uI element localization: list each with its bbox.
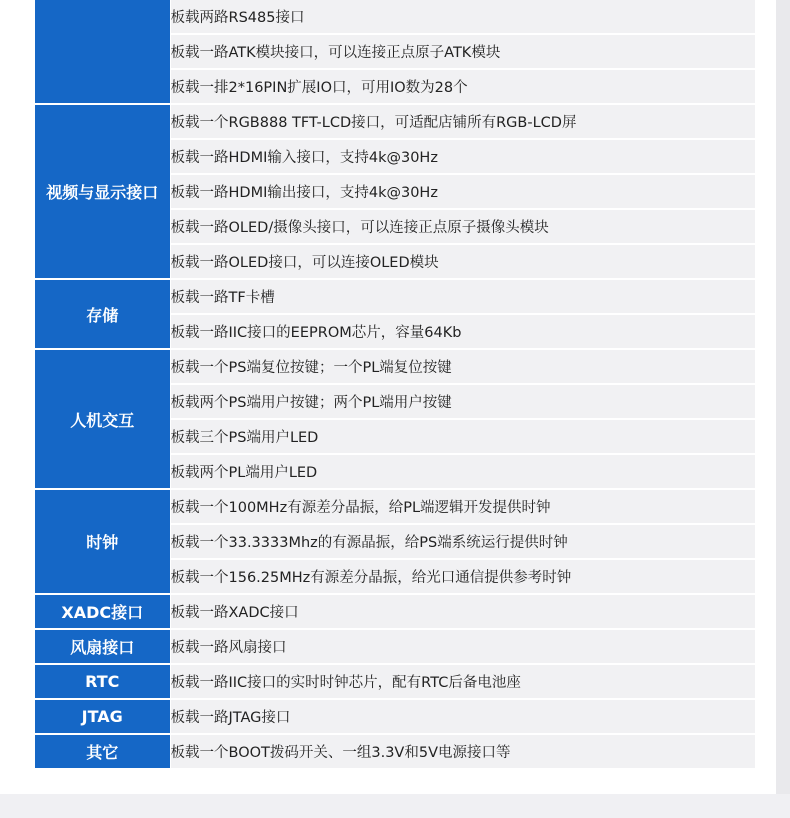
spec-table-body [35, 0, 755, 769]
feature-cell: 板载一个RGB888 TFT-LCD接口，可适配店铺所有RGB-LCD屏 [170, 104, 755, 139]
table-row [35, 349, 755, 384]
feature-cell: 板载一路TF卡槽 [170, 279, 755, 314]
table-row [35, 594, 755, 629]
feature-cell: 板载两个PS端用户按键；两个PL端用户按键 [170, 384, 755, 419]
category-cell: 视频与显示接口 [35, 104, 170, 279]
feature-cell: 板载一个156.25MHz有源差分晶振，给光口通信提供参考时钟 [170, 559, 755, 594]
category-cell: JTAG [35, 699, 170, 734]
spec-table [35, 0, 755, 770]
category-cell: 其它 [35, 734, 170, 769]
feature-cell: 板载两路RS485接口 [170, 0, 755, 34]
category-cell [35, 0, 170, 104]
feature-cell: 板载一路OLED/摄像头接口，可以连接正点原子摄像头模块 [170, 209, 755, 244]
category-cell: RTC [35, 664, 170, 699]
table-row [35, 279, 755, 314]
feature-cell: 板载一路XADC接口 [170, 594, 755, 629]
feature-cell: 板载一路HDMI输入接口，支持4k@30Hz [170, 139, 755, 174]
bottom-margin-bar [0, 794, 790, 818]
feature-cell: 板载一个33.3333Mhz的有源晶振，给PS端系统运行提供时钟 [170, 524, 755, 559]
feature-cell: 板载一个BOOT拨码开关、一组3.3V和5V电源接口等 [170, 734, 755, 769]
feature-cell: 板载一路HDMI输出接口，支持4k@30Hz [170, 174, 755, 209]
feature-cell: 板载一路IIC接口的EEPROM芯片，容量64Kb [170, 314, 755, 349]
table-row [35, 734, 755, 769]
feature-cell: 板载两个PL端用户LED [170, 454, 755, 489]
feature-cell: 板载一排2*16PIN扩展IO口，可用IO数为28个 [170, 69, 755, 104]
table-row [35, 104, 755, 139]
table-row [35, 489, 755, 524]
feature-cell: 板载一个100MHz有源差分晶振，给PL端逻辑开发提供时钟 [170, 489, 755, 524]
category-cell: 时钟 [35, 489, 170, 594]
feature-cell: 板载一路JTAG接口 [170, 699, 755, 734]
category-cell: 存储 [35, 279, 170, 349]
feature-cell: 板载一路IIC接口的实时时钟芯片，配有RTC后备电池座 [170, 664, 755, 699]
feature-cell: 板载三个PS端用户LED [170, 419, 755, 454]
table-row [35, 629, 755, 664]
feature-cell: 板载一个PS端复位按键；一个PL端复位按键 [170, 349, 755, 384]
feature-cell: 板载一路风扇接口 [170, 629, 755, 664]
table-row [35, 664, 755, 699]
feature-cell: 板载一路OLED接口，可以连接OLED模块 [170, 244, 755, 279]
table-row [35, 0, 755, 34]
category-cell: 人机交互 [35, 349, 170, 489]
right-margin-bar [776, 0, 790, 818]
table-row [35, 699, 755, 734]
feature-cell: 板载一路ATK模块接口，可以连接正点原子ATK模块 [170, 34, 755, 69]
category-cell: 风扇接口 [35, 629, 170, 664]
category-cell: XADC接口 [35, 594, 170, 629]
